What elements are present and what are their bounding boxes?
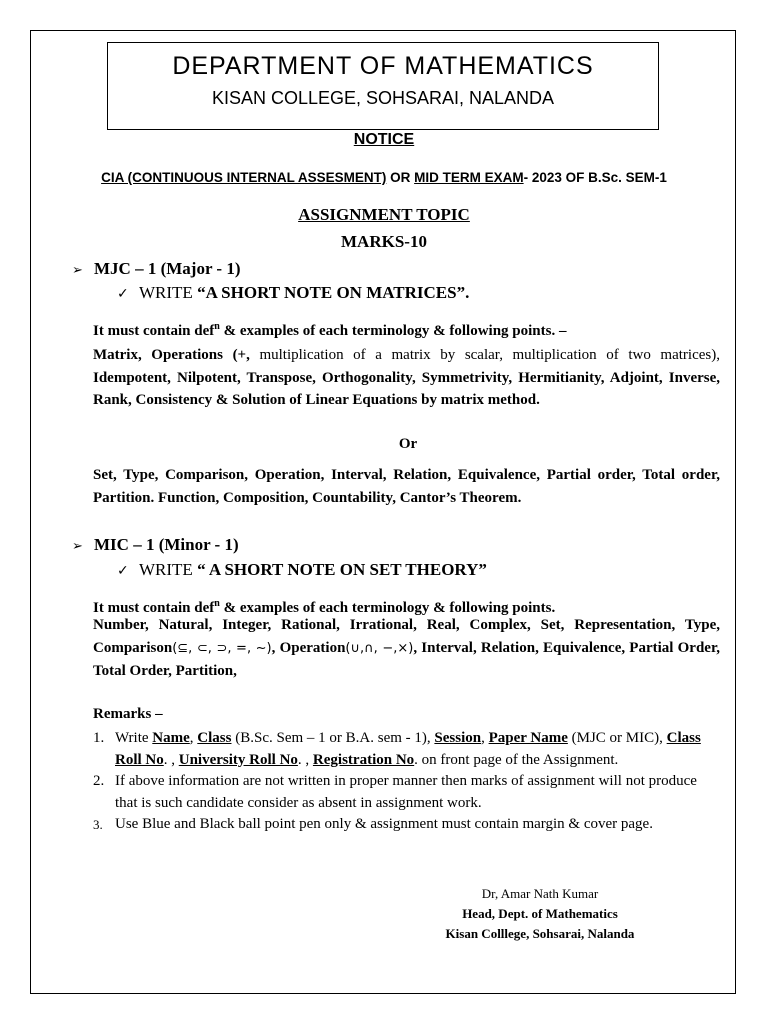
department-title: DEPARTMENT OF MATHEMATICS (172, 52, 594, 80)
mic-instruction: It must contain def$^n$ & examples of each terminology & following points. (93, 598, 556, 616)
list-item: 3. Use Blue and Black ball point pen only & assignment must contain margin & cover page. (93, 816, 653, 832)
cia-or: OR (386, 170, 415, 185)
college-name: KISAN COLLEGE, SOHSARAI, NALANDA (211, 88, 555, 108)
mjc-heading: ➢ MJC – 1 (Major - 1) (72, 259, 241, 278)
mic-points: Number, Natural, Integer, Rational, Irrational, Real, Complex, Set, Representation, Type, Comparison(⊆, ⊂, ⊃, =, ~), Operation(∪,∩, −,×), Interval, Relation, Equivalence, Partial Order, Total Order, Partition, (93, 617, 720, 679)
mjc-points: Matrix, Operations (+, multiplication of a matrix by scalar, multiplication of two matrices), Idempotent, Nilpotent, Transpose, Orthogonality, Symmetrivity, Hermitianity, Adjoint, Inverse, Rank, Consistency & Solution of Linear Equations by matrix method. (93, 347, 720, 408)
or-separator: Or (398, 436, 418, 452)
signatory-title: Head, Dept. of Mathematics (462, 906, 618, 921)
notice-heading: NOTICE (353, 131, 415, 148)
list-item: 2. If above information are not written in proper manner then marks of assignment will not produce that is such candidate consider as absent in assignment work. (93, 773, 697, 811)
check-icon: ✓ (117, 563, 129, 579)
signatory-college: Kisan Colllege, Sohsarai, Nalanda (445, 926, 635, 941)
remarks-title: Remarks – (93, 706, 163, 722)
arrow-bullet-icon: ➢ (72, 539, 83, 554)
signatory-name: Dr, Amar Nath Kumar (481, 886, 599, 901)
mjc-alternative-points: Set, Type, Comparison, Operation, Interval, Relation, Equivalence, Partial order, Total order, Partition. Function, Composition, Countability, Cantor’s Theorem. (93, 467, 720, 506)
assignment-topic: ASSIGNMENT TOPIC (298, 205, 470, 224)
marks: MARKS-10 (341, 232, 427, 251)
arrow-bullet-icon: ➢ (72, 263, 83, 278)
mic-heading: ➢ MIC – 1 (Minor - 1) (72, 535, 239, 554)
mic-write-line: ✓ WRITE “ A SHORT NOTE ON SET THEORY” (117, 560, 487, 579)
cia-label: CIA (CONTINUOUS INTERNAL ASSESMENT) (101, 170, 387, 185)
cia-year: - 2023 OF B.Sc. SEM-1 (523, 170, 667, 185)
mid-term-label: MID TERM EXAM (414, 170, 524, 185)
remarks-list (93, 728, 723, 836)
check-icon: ✓ (117, 286, 129, 302)
mjc-instruction: It must contain def$^n$ & examples of each terminology & following points. – (93, 321, 567, 339)
header-box (107, 42, 659, 130)
list-item: 1. Write Name, Class (B.Sc. Sem – 1 or B.A. sem - 1), Session, Paper Name (MJC or MIC), Class Roll No. , University Roll No. , Registration No. on front page of the Assignment. (93, 730, 701, 768)
signature-block (410, 884, 670, 944)
mjc-write-line: ✓ WRITE “A SHORT NOTE ON MATRICES”. (117, 283, 470, 302)
cia-line (0, 170, 768, 185)
